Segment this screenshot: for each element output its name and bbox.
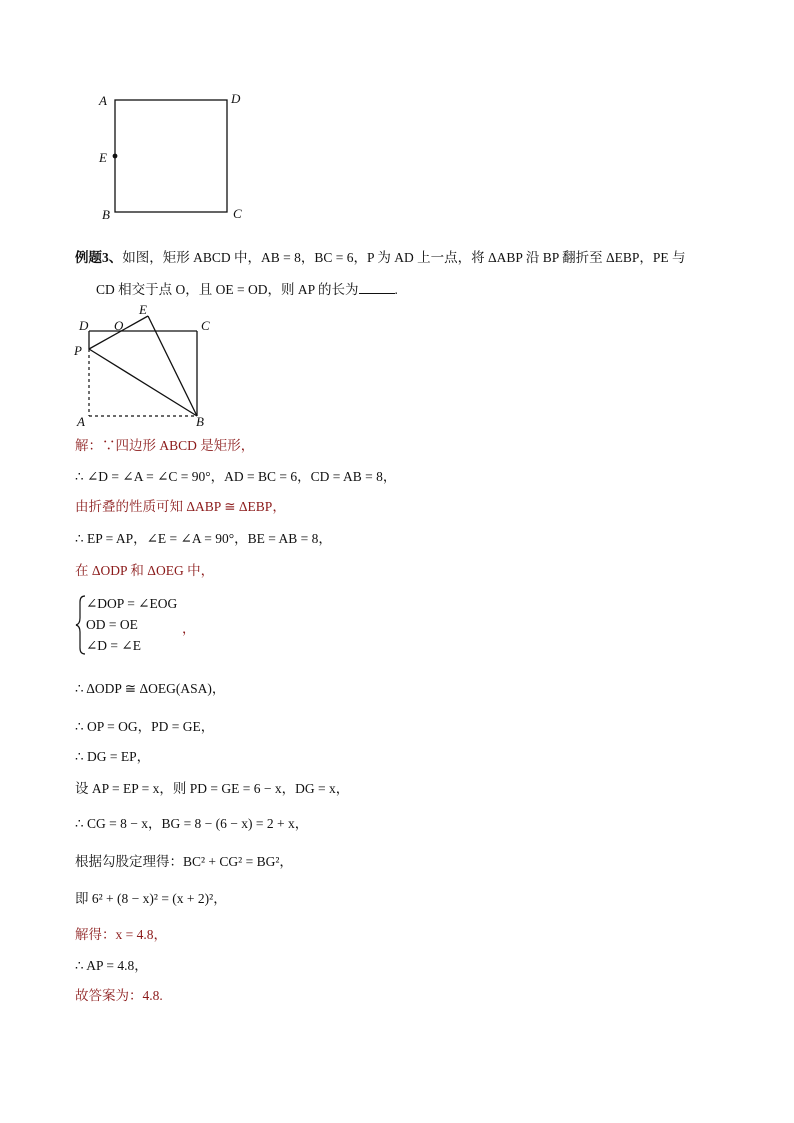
solution-line-12: 即 6² + (8 − x)² = (x + 2)²， [75, 891, 227, 906]
solution-line-15 [75, 987, 163, 1005]
solution-line-6: ∴ ΔODP ≅ ΔOEG(ASA)， [75, 681, 226, 696]
solution-line-7: ∴ OP = OG，PD = GE， [75, 719, 215, 734]
solution-line-1: 解：∵四边形 ABCD 是矩形， [75, 438, 255, 453]
final-answer-value: 4.8. [142, 988, 163, 1003]
solution-line-13: 解得：x = 4.8， [75, 927, 167, 942]
solution-line-4: ∴ EP = AP，∠E = ∠A = 90°，BE = AB = 8， [75, 531, 332, 546]
brace-line-2: OD = OE [86, 617, 138, 632]
problem-text-2-end: . [394, 282, 398, 297]
solution-line-2: ∴ ∠D = ∠A = ∠C = 90°，AD = BC = 6，CD = AB = 8， [75, 469, 397, 484]
label-e: E [99, 150, 107, 165]
solution-line-8: ∴ DG = EP， [75, 749, 151, 764]
solution-line-10: ∴ CG = 8 − x，BG = 8 − (6 − x) = 2 + x， [75, 816, 309, 831]
solution-line-11: 根据勾股定理得：BC² + CG² = BG²， [75, 854, 293, 869]
label2-b: B [196, 414, 204, 429]
label2-c: C [201, 318, 210, 333]
problem-text-1: 如图，矩形 ABCD 中，AB = 8，BC = 6，P 为 AD 上一点，将 ΔABP 沿 BP 翻折至 ΔEBP，PE 与 [122, 250, 686, 265]
solution-line-3: 由折叠的性质可知 ΔABP ≅ ΔEBP， [75, 499, 286, 514]
label2-o: O [114, 318, 124, 333]
problem-text-2: CD 相交于点 O，且 OE = OD，则 AP 的长为 [96, 282, 359, 297]
label2-d: D [79, 318, 89, 333]
label2-p: P [74, 343, 82, 358]
brace-line-3: ∠D = ∠E [86, 638, 141, 653]
brace-line-1: ∠DOP = ∠EOG [86, 596, 178, 611]
label-a: A [99, 93, 107, 108]
solution-line-14: ∴ AP = 4.8， [75, 958, 148, 973]
solution-line-5: 在 ΔODP 和 ΔOEG 中， [75, 563, 215, 578]
brace-comma: ， [182, 621, 196, 636]
solution-line-9: 设 AP = EP = x，则 PD = GE = 6 − x，DG = x， [75, 781, 350, 796]
label2-a: A [77, 414, 85, 429]
left-brace [76, 596, 85, 654]
final-answer-label: 故答案为： [75, 988, 143, 1003]
problem-heading: 例题3、 [75, 250, 123, 265]
label-b: B [102, 207, 110, 222]
label-c: C [233, 206, 242, 221]
label2-e: E [139, 302, 147, 317]
label-d: D [231, 91, 241, 106]
